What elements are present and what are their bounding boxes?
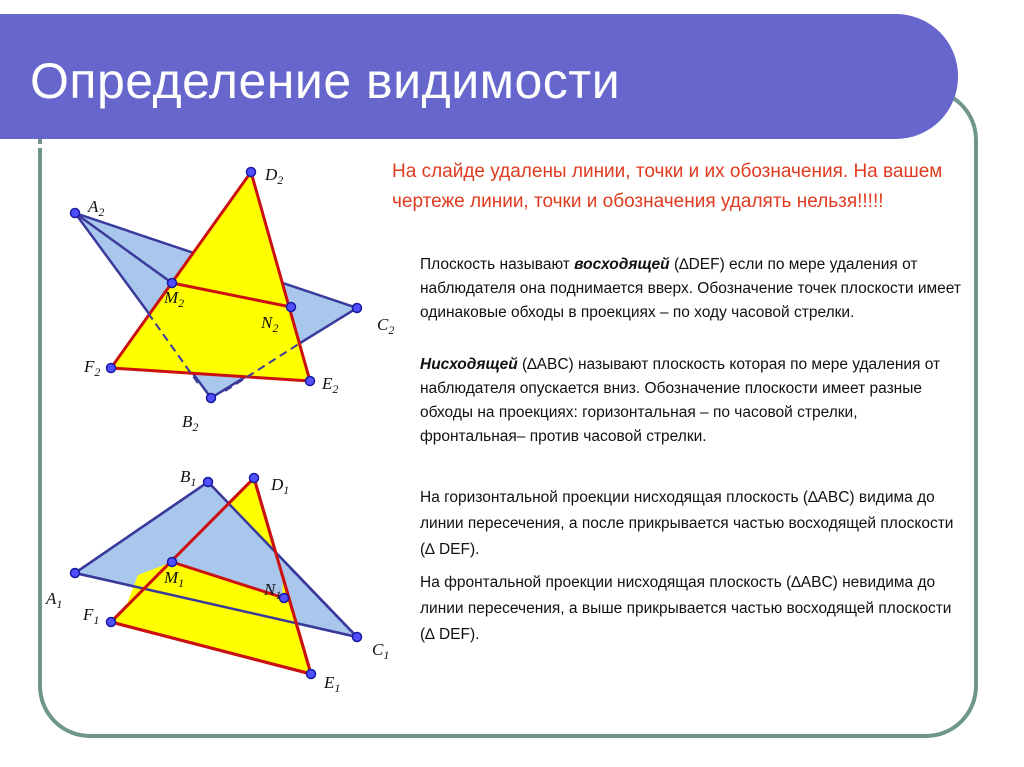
point-m1	[168, 558, 177, 567]
paragraph-descending: Нисходящей (∆ABC) называют плоскость которая по мере удаления от наблюдателя опускается вниз. Обозначение плоскости имеет разные обходы на проекциях: горизонтальная – по часовой стрелки, фронтальная– против часовой стрелки.	[420, 356, 941, 445]
label-b1: $B_1$	[180, 467, 197, 489]
point-b1	[204, 478, 213, 487]
label-d1: $D_1$	[271, 475, 290, 497]
label-e2: $E_2$	[322, 374, 339, 396]
label-a1: $A_1$	[46, 589, 63, 611]
label-b2: $B_2$	[182, 412, 199, 434]
label-n2: $N_2$	[261, 313, 279, 335]
term-descending: Нисходящей	[420, 356, 518, 373]
label-e1: $E_1$	[324, 673, 341, 695]
point-f2	[107, 364, 116, 373]
point-f1	[107, 618, 116, 627]
label-n1: $N_1$	[264, 580, 282, 602]
label-m2: $M_2$	[164, 288, 185, 310]
point-n2	[287, 303, 296, 312]
label-f1: $F_1$	[83, 605, 100, 627]
label-d2: $D_2$	[265, 165, 284, 187]
top-projection	[45, 467, 389, 695]
point-m2	[168, 279, 177, 288]
paragraph-frontal: На фронтальной проекции нисходящая плоскость (∆ABC) невидима до линии пересечения, а выше прикрывается частью восходящей плоскости (∆ DEF).	[420, 574, 952, 643]
label-f2: $F_2$	[84, 357, 101, 379]
point-e2	[306, 377, 315, 386]
point-b2	[207, 394, 216, 403]
point-c1	[353, 633, 362, 642]
label-m1: $M_1$	[164, 568, 185, 590]
warning-text: На слайде удалены линии, точки и их обозначения. На вашем чертеже линии, точки и обозначения удалять нельзя!!!!!	[392, 161, 943, 212]
slide-title: Определение видимости	[30, 53, 621, 109]
point-d1	[250, 474, 259, 483]
point-a2	[71, 209, 80, 218]
point-a1	[71, 569, 80, 578]
label-c1: $C_1$	[372, 640, 390, 662]
point-c2	[353, 304, 362, 313]
label-a2: $A_2$	[88, 197, 105, 219]
point-d2	[247, 168, 256, 177]
front-projection	[71, 165, 395, 434]
point-e1	[307, 670, 316, 679]
paragraph-horizontal: На горизонтальной проекции нисходящая плоскость (∆ABC) видима до линии пересечения, а после прикрывается частью восходящей плоскости (∆ DEF).	[420, 489, 954, 558]
paragraph-ascending: Плоскость называют восходящей (∆DEF) если по мере удаления от наблюдателя она поднимается вверх. Обозначение точек плоскости имеет одинаковые обходы в проекциях – по ходу часовой стрелки.	[420, 256, 961, 321]
term-ascending: восходящей	[574, 256, 670, 273]
label-c2: $C_2$	[377, 315, 395, 337]
